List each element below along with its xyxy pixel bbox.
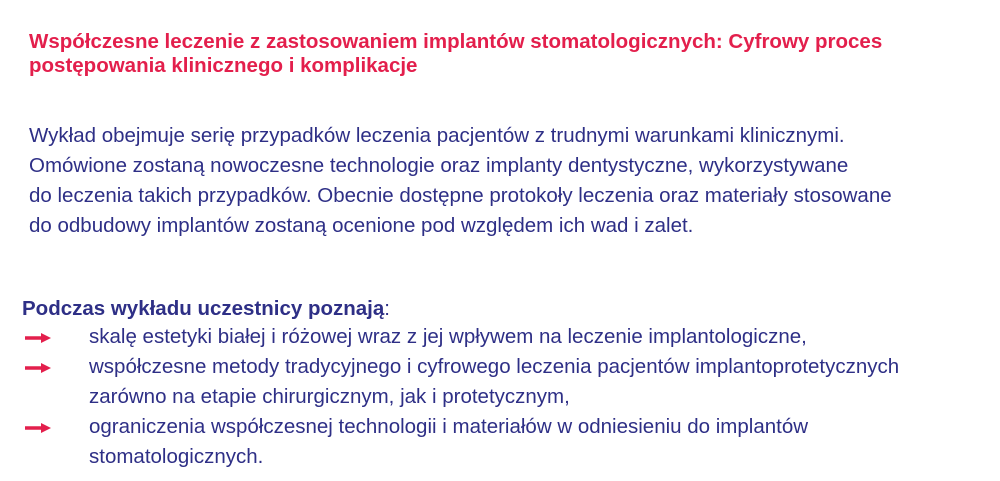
list-item-line: skalę estetyki białej i różowej wraz z jej wpływem na leczenie implantologiczne, xyxy=(89,325,807,348)
list-item xyxy=(22,352,992,412)
arrow-right-icon xyxy=(25,363,51,373)
arrow-right-icon xyxy=(25,333,51,343)
intro-line-2: Omówione zostaną nowoczesne technologie oraz implanty dentystyczne, wykorzystywane xyxy=(29,154,849,177)
intro-line-3: do leczenia takich przypadków. Obecnie dostępne protokoły leczenia oraz materiały stosowane xyxy=(29,184,892,207)
title-line-1: Współczesne leczenie z zastosowaniem implantów stomatologicznych: Cyfrowy proces xyxy=(29,30,883,53)
list-item-line: ograniczenia współczesnej technologii i materiałów w odniesieniu do implantów xyxy=(89,415,809,438)
list-item-line: zarówno na etapie chirurgicznym, jak i protetycznym, xyxy=(89,385,570,408)
list-heading xyxy=(22,294,390,324)
intro-paragraph xyxy=(29,121,984,241)
list-item-line: stomatologicznych. xyxy=(89,445,264,468)
list-heading-colon: : xyxy=(384,297,390,320)
list-heading-text: Podczas wykładu uczestnicy poznają xyxy=(22,297,385,320)
intro-line-1: Wykład obejmuje serię przypadków leczenia pacjentów z trudnymi warunkami klinicznymi. xyxy=(29,124,845,147)
learning-outcomes-list xyxy=(22,322,992,472)
intro-line-4: do odbudowy implantów zostaną ocenione pod względem ich wad i zalet. xyxy=(29,214,694,237)
arrow-right-icon xyxy=(25,423,51,433)
list-item xyxy=(22,322,992,352)
list-item-line: współczesne metody tradycyjnego i cyfrowego leczenia pacjentów implantoprotetycznych xyxy=(89,355,900,378)
page-title xyxy=(29,30,989,78)
title-line-2: postępowania klinicznego i komplikacje xyxy=(29,54,418,77)
list-item xyxy=(22,412,992,472)
